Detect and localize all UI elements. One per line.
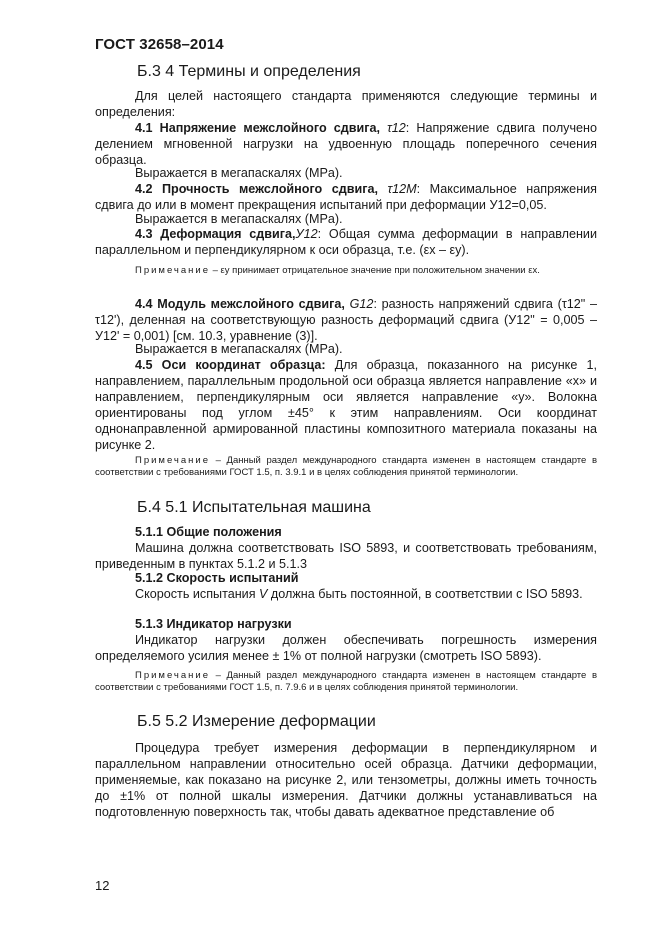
subsection-5-1-3-text: Индикатор нагрузки должен обеспечивать погрешность измерения определяемого усилия менее ± 1% от полной нагрузки (смотреть ISO 5893). [95,633,597,663]
term-4-2-symbol: τ12M [387,182,417,196]
note-3 [95,670,597,694]
term-4-4-name: 4.4 Модуль межслойного сдвига, [135,297,345,311]
term-4-4 [95,296,597,344]
note-2-text: – Данный раздел международного стандарта изменен в настоящем стандарте в соответствии с требованиями ГОСТ 1.5, п. 3.9.1 и в целях соблюдения принятой терминологии. [95,455,597,478]
section-heading-b3: Б.3 4 Термины и определения [137,63,361,80]
term-4-1-unit: Выражается в мегапаскалях (MPa). [135,166,343,180]
note-2 [95,455,597,479]
speed-symbol: V [259,587,268,601]
term-4-5-definition: Для образца, показанного на рисунке 1, направлением, параллельным продольной оси образца является направление «x» и направлением, перпендикулярным оси является направление «y». Волокна ориентированы под углом ±45° к этим направлениям. Оси координат однонаправленной армированной пластины композитного материала показаны на рисунке 2. [95,358,597,452]
term-4-5 [95,357,597,453]
term-4-2-unit: Выражается в мегапаскалях (MPa). [135,212,343,226]
section-b5-paragraph: Процедура требует измерения деформации в перпендикулярном и параллельном направлении относительно осей образца. Датчики деформации, применяемые, как показано на рисунке 2, или тензометры, должны иметь точность до ±1% от полной шкалы измерения. Датчики должны устанавливаться на подготовленную поверхность так, чтобы давать адекватное представление об [95,741,597,819]
term-4-4-definition: : разность напряжений сдвига (τ12" –τ12'), деленная на соответствующую разность деформаций сдвига (У12" = 0,005 – У12' = 0,001) [см. 10.3, уравнение (3)]. [95,297,597,343]
note-2-label: Примечание [135,455,210,466]
term-4-4-unit: Выражается в мегапаскалях (MPa). [135,342,343,356]
document-header: ГОСТ 32658–2014 [95,36,224,53]
note-1-text: – εy принимает отрицательное значение при положительном значении εx. [210,265,540,276]
term-4-1-symbol: τ12 [387,121,406,135]
term-4-1 [95,120,597,168]
term-4-1-definition: : Напряжение сдвига получено делением мгновенной нагрузки на удвоенную площадь поперечного сечения образца. [95,121,597,167]
term-4-1-name: 4.1 Напряжение межслойного сдвига, [135,121,380,135]
term-4-3-name: 4.3 Деформация сдвига, [135,227,296,241]
note-3-label: Примечание [135,670,210,681]
term-4-5-name: 4.5 Оси координат образца: [135,358,326,372]
note-3-text: – Данный раздел международного стандарта изменен в настоящем стандарте в соответствии с требованиями ГОСТ 1.5, п. 7.9.6 и в целях соблюдения принятой терминологии. [95,670,597,693]
term-4-2 [95,181,597,213]
intro-paragraph: Для целей настоящего стандарта применяются следующие термины и определения: [95,89,597,119]
subsection-5-1-1-text: Машина должна соответствовать ISO 5893, и соответствовать требованиям, приведенным в пунктах 5.1.2 и 5.1.3 [95,541,597,571]
subsection-5-1-2-text-b: должна быть постоянной, в соответствии с ISO 5893. [267,587,583,601]
subsection-5-1-2-text [95,586,597,602]
term-4-2-name: 4.2 Прочность межслойного сдвига, [135,182,378,196]
note-1-label: Примечание [135,265,210,276]
page-number: 12 [95,878,110,893]
subsection-5-1-3-title: 5.1.3 Индикатор нагрузки [135,617,292,631]
subsection-5-1-2-title: 5.1.2 Скорость испытаний [135,571,299,585]
term-4-3-symbol: У12 [295,227,318,241]
subsection-5-1-1-title: 5.1.1 Общие положения [135,525,282,539]
note-1 [95,265,597,277]
term-4-3 [95,226,597,258]
section-heading-b4: Б.4 5.1 Испытательная машина [137,499,371,516]
term-4-2-definition: : Максимальное напряжения сдвига до или в момент прекращения испытаний при деформации У12=0,05. [95,182,598,212]
subsection-5-1-2-text-a: Скорость испытания [135,587,260,601]
term-4-4-symbol: G12 [349,297,374,311]
section-heading-b5: Б.5 5.2 Измерение деформации [137,713,376,730]
term-4-3-definition: : Общая сумма деформации в направлении параллельном и перпендикулярном к оси образца, т.е. (εx – εy). [95,227,597,257]
